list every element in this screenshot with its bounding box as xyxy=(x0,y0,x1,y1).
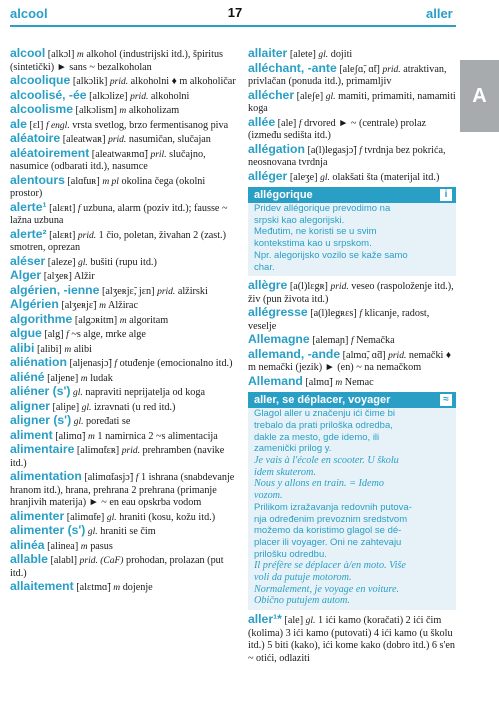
entry-grammar-tag: f xyxy=(359,145,362,156)
usage-box-line: Obično putujem autom. xyxy=(254,595,350,607)
dictionary-entry xyxy=(10,400,240,415)
entry-headword: aliéner (s') xyxy=(10,384,71,398)
dictionary-entry xyxy=(248,170,456,185)
dictionary-entry xyxy=(10,510,240,525)
dictionary-entry xyxy=(248,143,456,170)
dictionary-entry xyxy=(10,414,240,429)
usage-box-line: kontekstima kao u srpskom. xyxy=(254,238,372,250)
entry-headword: aléatoirement xyxy=(10,145,90,160)
right-column xyxy=(248,47,456,665)
entry-translation: ~s alge, mrke alge xyxy=(71,329,146,340)
entry-translation: hraniti (kosu, kožu itd.) xyxy=(119,511,216,523)
dictionary-entry xyxy=(10,313,240,328)
entry-pronunciation: [ale] xyxy=(277,117,297,129)
entry-grammar-tag: prid. xyxy=(382,64,401,75)
entry-pronunciation: [alemaɲ] xyxy=(312,335,349,347)
entry-grammar-tag: prid. xyxy=(77,230,97,241)
entry-translation: alkohol (industrijski itd.), špiritus (sintetički) ► sans ~ bezalkoholan xyxy=(10,49,224,73)
entry-grammar-tag: f xyxy=(350,336,354,347)
entry-pronunciation: [alinea] xyxy=(47,540,79,552)
entry-pronunciation: [alʒeʀ] xyxy=(43,271,72,282)
entry-pronunciation: [alɑ̃tuʀ] xyxy=(67,175,100,187)
entry-pronunciation: [aleatwaʀmɑ̃] xyxy=(91,148,148,160)
entry-translation: alkoholni ♦ m alkoholičar xyxy=(130,76,236,87)
entry-translation: vrsta svetlog, brzo fermentisanog piva xyxy=(72,119,229,131)
entry-grammar-tag: f xyxy=(114,359,118,369)
entry-pronunciation: [ɛl] xyxy=(29,119,44,131)
dictionary-entry xyxy=(10,284,240,299)
entry-pronunciation: [aleze] xyxy=(47,256,76,268)
entry-headword: aligner (s') xyxy=(10,413,72,427)
entry-headword: alimentaire xyxy=(10,442,75,456)
entry-pronunciation: [aleʒe] xyxy=(289,171,318,183)
usage-box-line: nja određenim prevoznim sredstvom xyxy=(254,513,408,525)
dictionary-entry xyxy=(10,429,240,444)
dictionary-entry xyxy=(248,62,456,89)
entry-pronunciation: [almɑ̃, ɑ̃d] xyxy=(342,349,386,361)
entry-pronunciation: [aljenasjɔ̃] xyxy=(69,358,112,369)
usage-box-line: dakle za mesto, gde idemo, ili xyxy=(254,431,380,443)
dictionary-entry xyxy=(248,116,456,143)
entry-translation: klicanje, radost, veselje xyxy=(248,308,430,332)
entry-headword: alinéa xyxy=(10,537,45,552)
entry-headword: allable xyxy=(10,552,48,566)
entry-translation: mamiti, primamiti, namamiti koga xyxy=(248,90,456,114)
entry-translation: alkoholizam xyxy=(128,105,180,116)
entry-grammar-tag: prid. xyxy=(157,286,176,297)
entry-grammar-tag: m xyxy=(119,315,127,326)
dictionary-entry xyxy=(10,580,240,595)
entry-headword: alimentation xyxy=(10,469,82,483)
entry-grammar-tag: m pl xyxy=(102,176,119,187)
dictionary-entry xyxy=(10,539,240,554)
entry-translation: 1 čio, poletan, živahan 2 (zast.) smotren, oprezan xyxy=(10,229,226,253)
usage-box-line: placer ili voyager. Oni ne zahtevaju xyxy=(254,536,402,548)
dictionary-entry xyxy=(10,147,240,174)
entry-headword: aligner xyxy=(10,398,50,413)
entry-headword: allée xyxy=(248,114,276,129)
dictionary-entry xyxy=(10,47,240,74)
entry-pronunciation: [alimɑ̃te] xyxy=(66,511,105,523)
entry-translation: nemački ♦ m nemački (jezik) ► (en) ~ na nemačkom xyxy=(248,349,452,374)
usage-box-line: Je vais à l'école en scooter. U školu xyxy=(254,455,399,467)
entry-pronunciation: [alkɔl] xyxy=(47,49,75,60)
entry-translation: dojenje xyxy=(122,582,153,593)
dictionary-entry xyxy=(10,201,240,228)
entry-pronunciation: [alimɑ̃tɛʀ] xyxy=(76,445,120,456)
entry-translation: 1 namirnica 2 ~s alimentacija xyxy=(97,430,218,442)
entry-translation: 1 ići kamo (koračati) 2 ići čim (kolima) 3 ići kamo (putovati) 4 ići kamo (u školu itd.) 5 biti (kako), ići kome kako (dobro itd.) 6 s'en ~ otići, odlaziti xyxy=(248,615,455,664)
approx-icon: ≈ xyxy=(440,394,452,406)
dictionary-entry xyxy=(10,255,240,270)
left-guide-word: alcool xyxy=(10,6,48,21)
dictionary-entry xyxy=(10,89,240,104)
entry-headword: aléser xyxy=(10,253,46,268)
entry-headword: alcool xyxy=(10,46,46,60)
entry-headword: allégresse xyxy=(248,305,308,320)
entry-translation: uzbuna, alarm (poziv itd.); fausse ~ lažna uzbuna xyxy=(10,202,228,226)
entry-translation: prohodan, prolazan (put itd.) xyxy=(10,555,224,579)
dictionary-entry xyxy=(10,269,240,284)
usage-box-line: srpski kao alegorijski. xyxy=(254,214,345,226)
entry-grammar-tag: m xyxy=(119,106,127,116)
dictionary-entry xyxy=(248,306,456,333)
entry-translation: Alžirac xyxy=(107,300,138,311)
dictionary-entry xyxy=(248,613,456,665)
entry-headword: aléatoire xyxy=(10,131,61,145)
entry-grammar-tag: gl. xyxy=(87,527,98,537)
entry-translation: 1 ishrana (snabdevanje hranom itd.), hrana, prehrana 2 prehrana (primanje hranjivih materija) ► ~ en eau opskrba vodom xyxy=(10,472,235,508)
entry-grammar-tag: m xyxy=(64,344,72,355)
entry-headword: algue xyxy=(10,326,42,340)
entry-grammar-tag: prid. xyxy=(109,77,129,87)
entry-grammar-tag: m xyxy=(99,301,106,311)
entry-pronunciation: [a(l)legasjɔ̃] xyxy=(307,144,357,156)
dictionary-entry xyxy=(10,371,240,386)
entry-grammar-tag: m xyxy=(80,541,88,552)
usage-box-line: idem skuterom. xyxy=(254,466,316,478)
entry-translation: prehramben (navike itd.) xyxy=(10,445,225,469)
entry-headword: allaiter xyxy=(248,46,288,60)
entry-translation: Alžir xyxy=(73,271,95,282)
usage-box-body xyxy=(248,408,456,607)
entry-headword: allaitement xyxy=(10,579,74,593)
entry-pronunciation: [alʒeʀjɛ̃, jɛn] xyxy=(101,285,155,297)
entry-grammar-tag: gl. xyxy=(73,388,83,398)
entry-grammar-tag: m xyxy=(88,431,95,442)
entry-translation: Nemac xyxy=(344,376,374,388)
entry-grammar-tag: m xyxy=(76,50,84,60)
entry-headword: Alger xyxy=(10,268,42,282)
entry-headword: alerte² xyxy=(10,226,47,241)
entry-grammar-tag: gl. xyxy=(325,91,336,102)
entry-headword: alerte¹ xyxy=(10,199,47,214)
entry-grammar-tag: f engl. xyxy=(45,120,70,131)
entry-translation: alžirski xyxy=(177,285,208,297)
entry-grammar-tag: prid. xyxy=(108,135,127,145)
entry-translation: nasumičan, slučajan xyxy=(128,134,211,145)
entry-grammar-tag: m xyxy=(113,583,121,593)
entry-pronunciation: [alkɔlik] xyxy=(72,76,108,87)
header-rule xyxy=(10,25,456,27)
right-column-bottom-entries xyxy=(248,613,456,665)
left-column xyxy=(10,47,240,595)
entry-grammar-tag: f xyxy=(298,118,302,129)
dictionary-entry xyxy=(10,228,240,255)
dictionary-entry xyxy=(10,470,240,510)
entry-grammar-tag: m xyxy=(335,377,343,388)
dictionary-entry xyxy=(10,443,240,470)
entry-grammar-tag: gl. xyxy=(305,616,316,627)
entry-headword: aller¹* xyxy=(248,612,282,627)
entry-grammar-tag: prid. xyxy=(130,91,149,102)
entry-pronunciation: [alɛtmɑ̃] xyxy=(76,582,111,593)
entry-grammar-tag: gl. xyxy=(318,50,329,60)
entry-grammar-tag: prid. xyxy=(388,350,407,361)
entry-headword: Algérien xyxy=(10,297,59,311)
entry-translation: hraniti se čim xyxy=(100,526,156,537)
usage-box-line: voli da putuje motorom. xyxy=(254,572,352,584)
entry-pronunciation: [a(l)lɛgʀ] xyxy=(289,281,328,293)
entry-translation: tvrdnja bez pokrića, neosnovana tvrdnja xyxy=(248,144,446,168)
entry-translation: olakšati šta (materijal itd.) xyxy=(332,171,440,183)
dictionary-entry xyxy=(10,118,240,133)
entry-pronunciation: [alibi] xyxy=(36,343,62,355)
entry-pronunciation: [alkɔlize] xyxy=(89,90,128,102)
entry-grammar-tag: m xyxy=(80,373,88,384)
entry-headword: aliment xyxy=(10,427,53,442)
entry-translation: dojiti xyxy=(330,49,353,60)
entry-pronunciation: [alʒeʀjɛ̃] xyxy=(61,300,97,311)
dictionary-entry xyxy=(10,103,240,118)
page-header xyxy=(0,0,499,40)
entry-grammar-tag: f xyxy=(359,309,362,320)
usage-box-line: prilošku odredbu. xyxy=(254,548,327,560)
entry-pronunciation: [alabl] xyxy=(50,555,78,566)
entry-translation: drvored ► ~ (centrale) prolaz (između sedišta itd.) xyxy=(248,117,426,141)
usage-box-title-text: allégorique xyxy=(254,189,313,201)
entry-headword: alléger xyxy=(248,168,288,183)
entry-translation: alkoholni xyxy=(150,90,190,102)
entry-grammar-tag: gl. xyxy=(106,512,117,523)
dictionary-entry xyxy=(10,553,240,580)
entry-translation: izravnati (u red itd.) xyxy=(93,401,176,413)
entry-pronunciation: [aljene] xyxy=(47,372,79,384)
entry-pronunciation: [a(l)legʀɛs] xyxy=(310,308,357,320)
entry-translation: okolina čega (okolni prostor) xyxy=(10,175,206,199)
entry-pronunciation: [alkɔlism] xyxy=(75,105,117,116)
entry-pronunciation: [ale] xyxy=(284,615,304,627)
thumb-index-tab[interactable]: A xyxy=(460,60,499,132)
entry-headword: algérien, -ienne xyxy=(10,282,100,297)
entry-headword: alcoolique xyxy=(10,73,71,87)
dictionary-entry xyxy=(10,524,240,539)
dictionary-entry xyxy=(10,74,240,89)
usage-box-line: Međutim, ne koristi se u svim xyxy=(254,226,377,238)
dictionary-entry xyxy=(248,348,456,375)
entry-translation: slučajno, nasumice (odbarati itd.), nasumce xyxy=(10,148,206,172)
usage-box-line: char. xyxy=(254,261,275,273)
dictionary-entry xyxy=(10,342,240,357)
entry-headword: alibi xyxy=(10,340,35,355)
entry-translation: veseo (raspoloženje itd.), živ (pun života itd.) xyxy=(248,281,454,305)
entry-headword: alcoolisé, -ée xyxy=(10,87,87,102)
entry-grammar-tag: prid. xyxy=(121,446,140,456)
entry-headword: alentours xyxy=(10,172,65,187)
page-number: 17 xyxy=(227,5,243,20)
entry-translation: napraviti neprijatelja od koga xyxy=(85,387,206,398)
entry-headword: alimenter xyxy=(10,508,65,523)
usage-box-allegorique xyxy=(248,187,456,276)
entry-translation: ludak xyxy=(90,372,113,384)
usage-box-line: trebalo da prati priloška odredba, xyxy=(254,419,393,431)
entry-headword: alléchant, -ante xyxy=(248,60,337,75)
right-guide-word: aller xyxy=(426,6,453,21)
entry-pronunciation: [aleʃɑ̃, ɑ̃t] xyxy=(339,63,380,75)
entry-headword: algorithme xyxy=(10,311,73,326)
info-icon: i xyxy=(440,189,452,201)
entry-headword: alcoolisme xyxy=(10,102,73,116)
entry-headword: aliénation xyxy=(10,355,67,369)
dictionary-entry xyxy=(248,375,456,390)
usage-box-title xyxy=(248,187,456,203)
entry-translation: alibi xyxy=(73,343,92,355)
right-column-top-entries xyxy=(248,47,456,184)
entry-pronunciation: [alɛʀt] xyxy=(49,229,76,241)
usage-box-aller xyxy=(248,392,456,610)
entry-headword: allemand, -ande xyxy=(248,346,341,361)
entry-headword: Allemand xyxy=(248,373,303,388)
entry-headword: allécher xyxy=(248,87,295,102)
dictionary-entry xyxy=(248,279,456,306)
entry-translation: poređati se xyxy=(86,416,131,427)
entry-translation: atraktivan, privlačan (ponuda itd.), primamljiv xyxy=(248,63,447,87)
entry-translation: Nemačka xyxy=(356,335,395,347)
usage-box-line: Prilikom izražavanja redovnih putova- xyxy=(254,501,412,513)
entry-pronunciation: [alete] xyxy=(289,49,316,60)
entry-pronunciation: [almɑ̃] xyxy=(305,376,333,388)
entry-translation: pasus xyxy=(90,540,113,552)
usage-box-line: Pridev allégorique prevodimo na xyxy=(254,203,391,214)
entry-pronunciation: [aleʃe] xyxy=(296,90,324,102)
usage-box-title xyxy=(248,392,456,408)
usage-box-line: Normalement, je voyage en voiture. xyxy=(254,583,400,595)
usage-box-body xyxy=(248,203,456,273)
entry-pronunciation: [alimɑ̃] xyxy=(55,430,86,442)
entry-pronunciation: [alimɑ̃tasjɔ̃] xyxy=(84,472,134,483)
dictionary-entry xyxy=(10,385,240,400)
usage-box-title-text: aller, se déplacer, voyager xyxy=(254,394,391,407)
dictionary-entry xyxy=(10,174,240,201)
usage-box-line: Npr. alegorijsko vozilo se kaže samo xyxy=(254,249,408,261)
entry-grammar-tag: f xyxy=(66,330,69,340)
entry-headword: aliéné xyxy=(10,369,45,384)
usage-box-line: možemo da koristimo glagol se dé- xyxy=(254,525,402,537)
entry-grammar-tag: f xyxy=(77,203,81,214)
entry-grammar-tag: gl. xyxy=(73,417,84,427)
entry-pronunciation: [aleatwaʀ] xyxy=(62,134,106,145)
entry-grammar-tag: prid. (CaF) xyxy=(79,556,124,566)
usage-box-line: Glagol aller u značenju ići čime bi xyxy=(254,408,395,420)
entry-grammar-tag: pril. xyxy=(150,149,167,160)
dictionary-entry xyxy=(10,327,240,342)
entry-headword: allégation xyxy=(248,141,305,156)
entry-pronunciation: [alɛʀt] xyxy=(49,202,76,214)
dictionary-entry xyxy=(248,333,456,348)
entry-pronunciation: [algɔʀitm] xyxy=(74,314,118,326)
usage-box-line: Nous y allons en train. = Idemo xyxy=(254,478,384,490)
entry-grammar-tag: prid. xyxy=(330,282,349,293)
dictionary-entry xyxy=(248,47,456,62)
entry-headword: allègre xyxy=(248,278,288,293)
dictionary-entry xyxy=(248,89,456,116)
dictionary-entry xyxy=(10,356,240,371)
usage-box-line: zamenički prilog y. xyxy=(254,443,332,455)
entry-headword: Allemagne xyxy=(248,332,310,347)
entry-headword: ale xyxy=(10,116,27,131)
entry-pronunciation: [alg] xyxy=(44,329,64,340)
entry-grammar-tag: gl. xyxy=(78,257,88,268)
entry-pronunciation: [aliɲe] xyxy=(52,401,80,413)
usage-box-line: vozom. xyxy=(254,490,283,502)
dictionary-entry xyxy=(10,298,240,313)
right-column-mid-entries xyxy=(248,279,456,389)
entry-translation: otuđenje (emocionalno itd.) xyxy=(119,358,233,369)
dictionary-entry xyxy=(10,132,240,147)
entry-headword: alimenter (s') xyxy=(10,523,86,537)
entry-grammar-tag: f xyxy=(135,473,139,483)
entry-grammar-tag: gl. xyxy=(81,402,92,413)
entry-grammar-tag: gl. xyxy=(320,172,330,183)
usage-box-line: Il préfère se déplacer à/en moto. Više xyxy=(254,560,406,572)
entry-translation: bušiti (rupu itd.) xyxy=(90,256,157,268)
entry-translation: algoritam xyxy=(129,314,169,326)
